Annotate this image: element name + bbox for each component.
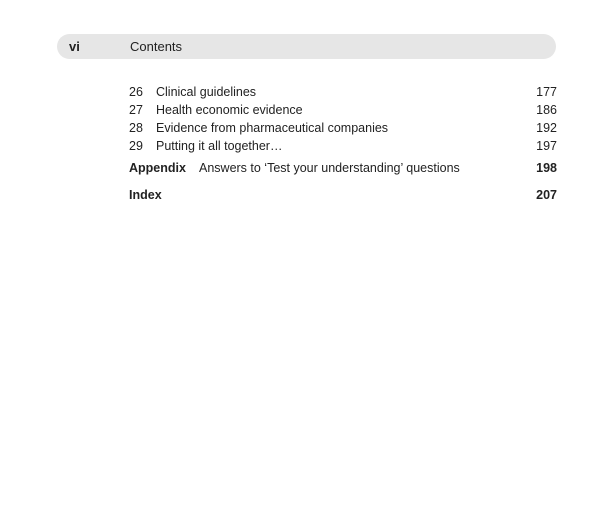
chapter-title: Clinical guidelines [156,85,257,99]
toc-entry-29[interactable] [129,137,557,155]
chapter-title: Evidence from pharmaceutical companies [156,121,389,135]
toc-entry-28[interactable] [129,119,557,137]
page-title: Contents [130,39,183,54]
table-of-contents [129,83,557,209]
chapter-page: 177 [536,85,557,99]
toc-entry-appendix[interactable] [129,155,557,182]
toc-entry-27[interactable] [129,101,557,119]
index-label: Index [129,188,162,202]
page-number: vi [69,39,80,54]
chapter-number: 26 [129,85,143,99]
appendix-title: Answers to ‘Test your understanding’ questions [199,161,460,175]
appendix-label: Appendix [129,161,186,175]
chapter-page: 192 [536,121,557,135]
toc-entry-index[interactable] [129,182,557,209]
index-page: 207 [536,188,557,202]
chapter-number: 27 [129,103,143,117]
chapter-title: Putting it all together… [156,139,283,153]
appendix-page: 198 [536,161,557,175]
toc-entry-26[interactable] [129,83,557,101]
chapter-page: 197 [536,139,557,153]
chapter-title: Health economic evidence [156,103,303,117]
chapter-number: 28 [129,121,143,135]
chapter-page: 186 [536,103,557,117]
chapter-number: 29 [129,139,143,153]
